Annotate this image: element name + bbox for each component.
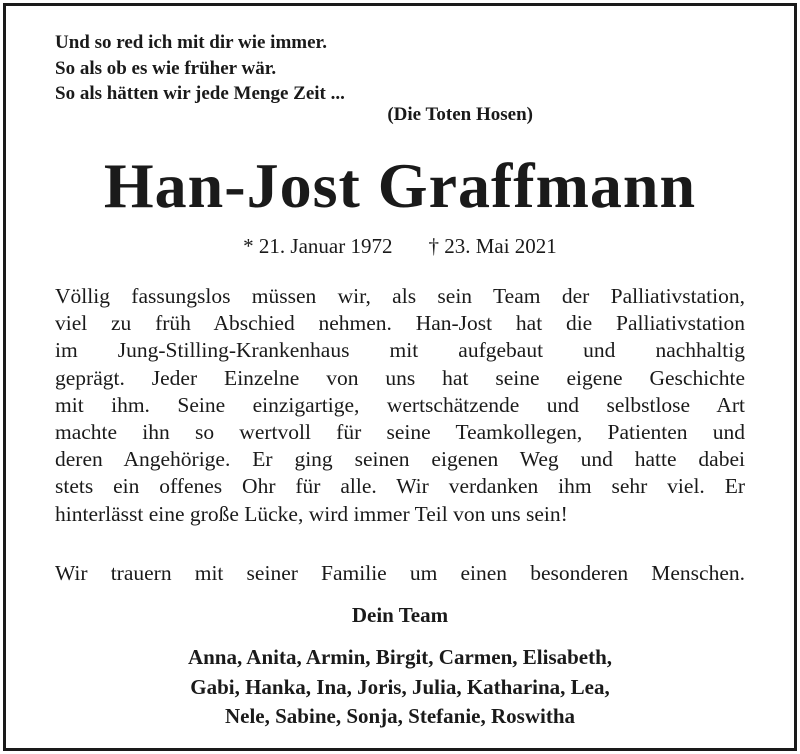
life-dates xyxy=(0,232,800,260)
message-line: Völlig fassungslos müssen wir, als sein Team der Palliativstation, xyxy=(55,284,745,308)
quote-line: So als ob es wie früher wär. xyxy=(55,57,277,79)
birth-date: * 21. Januar 1972 xyxy=(243,234,393,258)
quote-line: So als hätten wir jede Menge Zeit ... xyxy=(55,83,345,104)
message-line: mit ihm. Seine einzigartige, wertschätzende und selbstlose Art xyxy=(55,392,745,417)
closing-line: Wir trauern mit seiner Familie um einen besonderen Menschen. xyxy=(55,561,745,585)
message-line: hinterlässt eine große Lücke, wird immer Teil von uns sein! xyxy=(55,501,568,526)
message-line: geprägt. Jeder Einzelne von uns hat seine eigene Geschichte xyxy=(55,365,745,390)
names-line: Gabi, Hanka, Ina, Joris, Julia, Katharina, Lea, xyxy=(190,674,610,699)
quote-line: Und so red ich mit dir wie immer. xyxy=(55,32,327,53)
quote-source: (Die Toten Hosen) xyxy=(387,104,533,125)
names-line: Nele, Sabine, Sonja, Stefanie, Roswitha xyxy=(224,704,576,728)
message-text xyxy=(55,283,745,528)
deceased-name: Han-Jost Graffmann xyxy=(103,150,697,221)
message-line: deren Angehörige. Er ging seinen eigenen Weg und hatte dabei xyxy=(55,447,745,472)
message-line: stets ein offenes Ohr für alle. Wir verdanken ihm sehr viel. Er xyxy=(55,474,745,499)
death-date: † 23. Mai 2021 xyxy=(428,234,557,258)
names-line: Anna, Anita, Armin, Birgit, Carmen, Elisabeth, xyxy=(187,645,613,669)
signature-names xyxy=(0,643,800,732)
signature-title: Dein Team xyxy=(351,603,449,627)
message-line: im Jung-Stilling-Krankenhaus mit aufgebaut und nachhaltig xyxy=(55,338,745,363)
message-line: machte ihn so wertvoll für seine Teamkollegen, Patienten und xyxy=(55,420,745,445)
quote xyxy=(55,30,345,107)
message-line: viel zu früh Abschied nehmen. Han-Jost hat die Palliativstation xyxy=(55,311,745,336)
